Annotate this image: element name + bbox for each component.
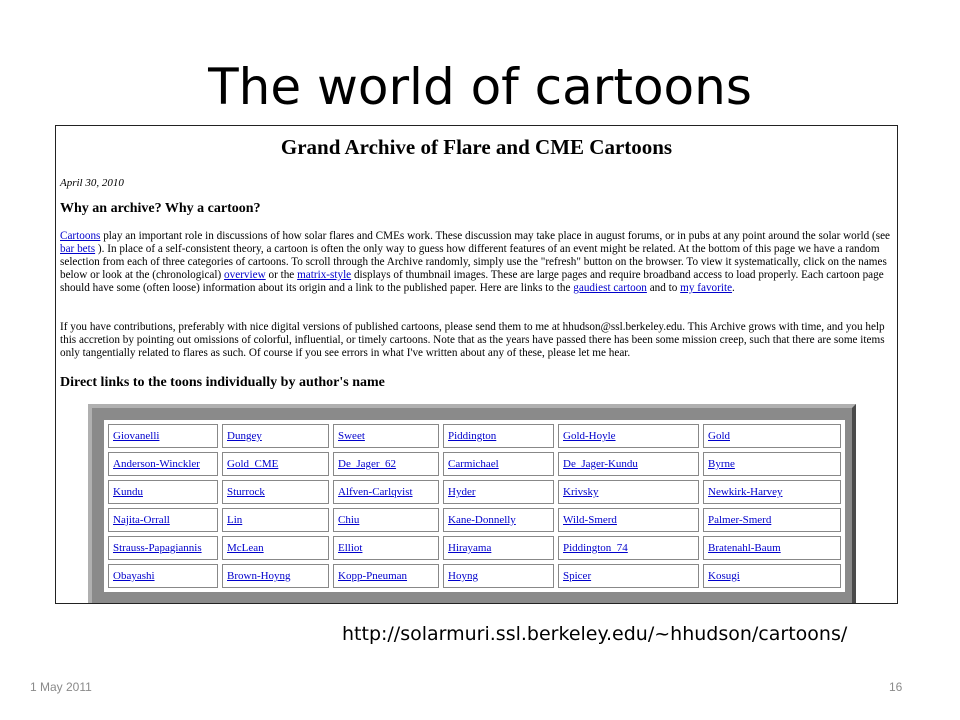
author-cell (222, 424, 329, 448)
matrix-style-link[interactable]: matrix-style (297, 269, 352, 281)
author-cell (222, 452, 329, 476)
author-cell (333, 564, 439, 588)
author-link[interactable]: Kundu (113, 486, 143, 498)
author-cell (222, 480, 329, 504)
author-link[interactable]: Brown-Hoyng (227, 570, 291, 582)
author-link[interactable]: Spicer (563, 570, 592, 582)
intro-paragraph (60, 230, 892, 295)
author-cell (558, 536, 699, 560)
author-row (108, 508, 841, 532)
author-cell (108, 452, 218, 476)
why-archive-heading: Why an archive? Why a cartoon? (60, 201, 261, 216)
author-link[interactable]: Obayashi (113, 570, 155, 582)
author-link[interactable]: Hyder (448, 486, 476, 498)
source-url: http://solarmuri.ssl.berkeley.edu/~hhudson/cartoons/ (342, 623, 848, 645)
author-link[interactable]: Kosugi (708, 570, 740, 582)
author-link[interactable]: Wild-Smerd (563, 514, 617, 526)
author-link[interactable]: Piddington (448, 430, 497, 442)
author-link[interactable]: Hirayama (448, 542, 492, 554)
intro-text-3: or the (265, 269, 298, 281)
author-cell (443, 536, 554, 560)
author-link[interactable]: Strauss-Papagiannis (113, 542, 202, 554)
author-link[interactable]: Chiu (338, 514, 360, 526)
author-cell (558, 424, 699, 448)
author-link[interactable]: Piddington_74 (563, 542, 628, 554)
author-cell (333, 424, 439, 448)
author-cell (703, 508, 841, 532)
author-link[interactable]: Najita-Orrall (113, 514, 170, 526)
author-cell (443, 508, 554, 532)
direct-links-heading: Direct links to the toons individually by author's name (60, 375, 385, 390)
author-link[interactable]: Newkirk-Harvey (708, 486, 783, 498)
webpage-screenshot (55, 125, 898, 604)
author-cell (558, 480, 699, 504)
cartoons-link[interactable]: Cartoons (60, 230, 101, 242)
author-links-frame (88, 404, 856, 604)
author-link[interactable]: Anderson-Winckler (113, 458, 200, 470)
slide-title: The world of cartoons (208, 58, 752, 116)
contributions-paragraph: If you have contributions, preferably with nice digital versions of published cartoons, please send them to me at hhudson@ssl.berkeley.edu. This Archive grows with time, and you help this accretion by pointing out omissions of colorful, influential, or timely cartoons. Note that as the years have passed there has been some mission creep, such that there are some items only tangentially related to flares as such. Of course if you see errors in what I've written about any of these, please let me hear. (60, 321, 885, 359)
author-cell (558, 452, 699, 476)
author-link[interactable]: Carmichael (448, 458, 499, 470)
author-cell (558, 508, 699, 532)
author-cell (108, 564, 218, 588)
author-link[interactable]: Gold_CME (227, 458, 279, 470)
author-link[interactable]: De_Jager-Kundu (563, 458, 638, 470)
page-heading: Grand Archive of Flare and CME Cartoons (280, 135, 673, 159)
author-row (108, 536, 841, 560)
author-link[interactable]: Gold-Hoyle (563, 430, 616, 442)
author-link[interactable]: Alfven-Carlqvist (338, 486, 413, 498)
author-links-table (104, 420, 845, 592)
author-link[interactable]: Bratenahl-Baum (708, 542, 781, 554)
overview-link[interactable]: overview (224, 269, 266, 281)
author-row (108, 424, 841, 448)
author-link[interactable]: Lin (227, 514, 243, 526)
author-cell (333, 452, 439, 476)
author-cell (108, 480, 218, 504)
author-link[interactable]: De_Jager_62 (338, 458, 397, 470)
author-link[interactable]: Kopp-Pneuman (338, 570, 408, 582)
author-cell (108, 508, 218, 532)
intro-text-4: displays of thumbnail images. These are large pages and require broadband access to load properly. Each cartoon page should have some (often loose) information about its origin and a link to the published paper. Here are links to the (60, 269, 884, 294)
author-link[interactable]: Kane-Donnelly (448, 514, 516, 526)
author-cell (703, 452, 841, 476)
my-favorite-link[interactable]: my favorite (680, 282, 733, 294)
author-row (108, 480, 841, 504)
intro-text-5: and to (646, 282, 681, 294)
author-cell (558, 564, 699, 588)
author-cell (333, 480, 439, 504)
author-cell (703, 564, 841, 588)
author-link[interactable]: Gold (708, 430, 730, 442)
author-cell (108, 424, 218, 448)
author-cell (443, 480, 554, 504)
intro-text-1: play an important role in discussions of how solar flares and CMEs work. These discussion may take place in august forums, or in pubs at any point around the solar world (see (100, 230, 891, 242)
author-cell (443, 424, 554, 448)
author-link[interactable]: Sweet (338, 430, 365, 442)
author-link[interactable]: Byrne (708, 458, 735, 470)
slide-number: 16 (889, 680, 903, 694)
author-cell (703, 536, 841, 560)
author-cell (108, 536, 218, 560)
author-link[interactable]: Elliot (338, 542, 363, 554)
author-row (108, 452, 841, 476)
author-link[interactable]: Palmer-Smerd (708, 514, 772, 526)
gaudiest-cartoon-link[interactable]: gaudiest cartoon (573, 282, 647, 294)
author-cell (703, 480, 841, 504)
author-cell (333, 508, 439, 532)
bar-bets-link[interactable]: bar bets (60, 243, 96, 255)
page-date: April 30, 2010 (60, 177, 124, 189)
footer-date: 1 May 2011 (30, 680, 92, 694)
author-cell (222, 536, 329, 560)
author-link[interactable]: Krivsky (563, 486, 599, 498)
author-cell (222, 564, 329, 588)
intro-text-2: ). In place of a self-consistent theory, a cartoon is often the only way to guess how different features of an event might be related. At the bottom of this page we have a random selection from each of three categories of cartoons. To scroll through the Archive randomly, simply use the "refresh" button on the browser. To view it systematically, click on the names below or look at the (chronological) (60, 243, 887, 281)
author-cell (222, 508, 329, 532)
author-link[interactable]: Dungey (227, 430, 262, 442)
author-link[interactable]: Sturrock (227, 486, 265, 498)
intro-text-6: . (732, 282, 735, 294)
author-cell (333, 536, 439, 560)
author-link[interactable]: McLean (227, 542, 264, 554)
author-cell (443, 452, 554, 476)
author-link[interactable]: Hoyng (448, 570, 478, 582)
author-cell (703, 424, 841, 448)
author-cell (443, 564, 554, 588)
author-row (108, 564, 841, 588)
author-link[interactable]: Giovanelli (113, 430, 160, 442)
